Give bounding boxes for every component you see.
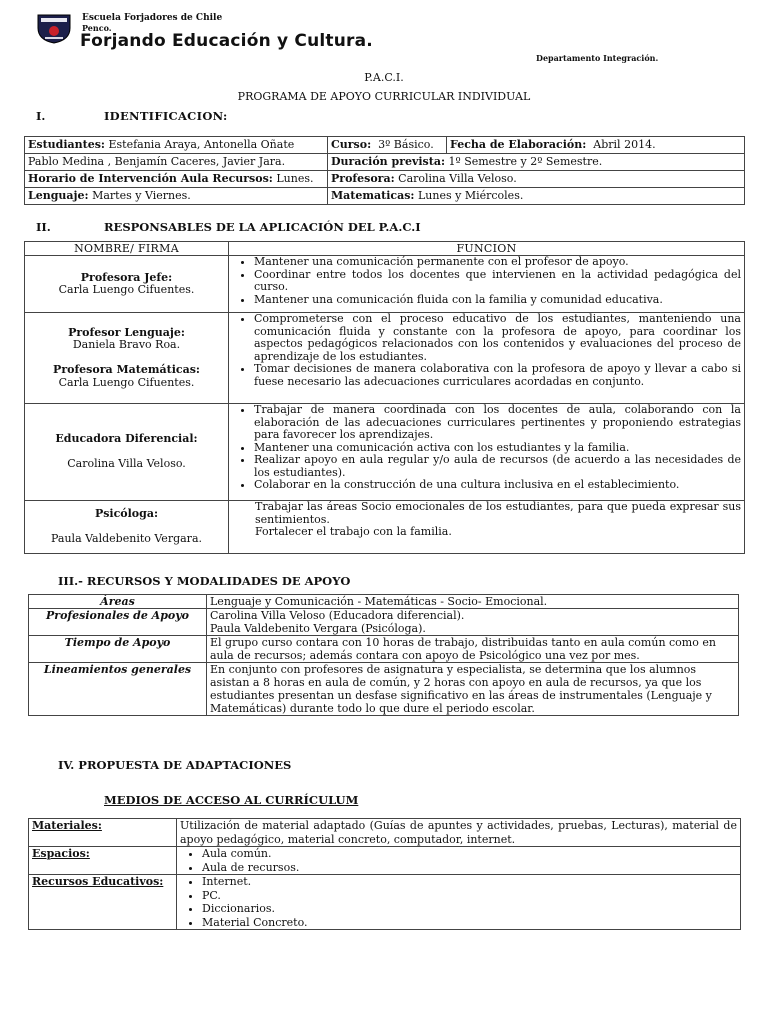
list-item: • Aula común. <box>202 847 737 861</box>
section-2-title: RESPONSABLES DE LA APLICACIÓN DEL P.A.C.I <box>104 220 421 234</box>
list-item: • Aula de recursos. <box>202 861 737 875</box>
school-name: Escuela Forjadores de Chile <box>82 13 223 23</box>
educational-resources-value <box>177 875 741 930</box>
areas-value: Lenguaje y Comunicación - Matemáticas - Socio- Emocional. <box>207 595 739 609</box>
language-cell: Lenguaje: Martes y Viernes. <box>25 188 328 205</box>
responsible-function-cell <box>229 501 745 554</box>
department-label: Departamento Integración. <box>536 53 659 63</box>
date-cell: Fecha de Elaboración: Abril 2014. <box>447 137 745 154</box>
school-logo <box>36 14 72 44</box>
students-cell: Estudiantes: Estefania Araya, Antonella Oñate <box>25 137 328 154</box>
list-item: • Tomar decisiones de manera colaborativa con la profesora de apoyo y llevar a cabo si fuese necesario las adecuaciones curriculares acordadas en conjunto. <box>254 363 741 388</box>
responsible-name-cell: Profesor Lenguaje: Daniela Bravo Roa. Profesora Matemáticas: Carla Luengo Cifuentes. <box>25 313 229 404</box>
list-item: • Colaborar en la construcción de una cultura inclusiva en el establecimiento. <box>254 479 741 492</box>
table-row <box>25 188 745 205</box>
table-row <box>29 663 739 716</box>
course-cell: Curso: 3º Básico. <box>328 137 447 154</box>
col-header-name: NOMBRE/ FIRMA <box>25 242 229 256</box>
areas-label: Áreas <box>29 595 207 609</box>
materials-value: Utilización de material adaptado (Guías de apuntes y actividades, pruebas, Lecturas), material de apoyo pedagógico, material concreto, computador, internet. <box>177 819 741 847</box>
table-row <box>29 595 739 609</box>
list-item: • Mantener una comunicación fluida con la familia y comunidad educativa. <box>254 294 741 307</box>
responsible-name-cell: Psicóloga: Paula Valdebenito Vergara. <box>25 501 229 554</box>
spaces-value <box>177 847 741 875</box>
resources-table <box>28 594 739 716</box>
list-item: • Realizar apoyo en aula regular y/o aula de recursos (de acuerdo a las necesidades de los estudiantes). <box>254 454 741 479</box>
table-row <box>25 137 745 154</box>
table-row <box>25 256 745 313</box>
section-2-number: II. <box>36 220 51 234</box>
responsible-function-cell <box>229 404 745 501</box>
responsible-function-cell <box>229 256 745 313</box>
col-header-function: FUNCION <box>229 242 745 256</box>
educational-resources-label: Recursos Educativos: <box>29 875 177 930</box>
schedule-cell: Horario de Intervención Aula Recursos: Lunes. <box>25 171 328 188</box>
section-1-number: I. <box>36 109 46 123</box>
responsibles-table <box>24 241 745 554</box>
list-item: • Trabajar de manera coordinada con los docentes de aula, colaborando con la elaboración de las adecuaciones curriculares pertinentes y proponiendo estrategias para favorecer los aprendizajes. <box>254 404 741 442</box>
table-row <box>29 875 741 930</box>
table-row <box>29 847 741 875</box>
psychologist-function-2: Fortalecer el trabajo con la familia. <box>255 525 452 538</box>
psychologist-function-1: Trabajar las áreas Socio emocionales de los estudiantes, para que pueda expresar sus sentimientos. <box>255 500 741 526</box>
list-item: • Coordinar entre todos los docentes que intervienen en la actividad pedagógica del curso. <box>254 269 741 294</box>
responsible-name-cell: Profesora Jefe: Carla Luengo Cifuentes. <box>25 256 229 313</box>
list-item: • Diccionarios. <box>202 902 737 916</box>
list-item: • Mantener una comunicación activa con los estudiantes y la familia. <box>254 442 741 455</box>
list-item: • Mantener una comunicación permanente con el profesor de apoyo. <box>254 256 741 269</box>
table-row <box>25 171 745 188</box>
document-title: P.A.C.I. <box>364 71 404 84</box>
table-row <box>25 404 745 501</box>
guidelines-label: Lineamientos generales <box>29 663 207 716</box>
teacher-cell: Profesora: Carolina Villa Veloso. <box>328 171 745 188</box>
identification-table <box>24 136 745 205</box>
list-item: • PC. <box>202 889 737 903</box>
section-3-title: III.- RECURSOS Y MODALIDADES DE APOYO <box>58 574 351 588</box>
table-row <box>25 154 745 171</box>
materials-label: Materiales: <box>29 819 177 847</box>
section-4-title: IV. PROPUESTA DE ADAPTACIONES <box>58 758 292 772</box>
time-value: El grupo curso contara con 10 horas de trabajo, distribuidas tanto en aula común como en aula de recursos; además contara con apoyo de Psicológico una vez por mes. <box>207 636 739 663</box>
section-1-title: IDENTIFICACION: <box>104 109 228 123</box>
section-4-subtitle: MEDIOS DE ACCESO AL CURRÍCULUM <box>104 793 359 807</box>
access-table <box>28 818 741 930</box>
table-row <box>29 609 739 636</box>
professionals-label: Profesionales de Apoyo <box>29 609 207 636</box>
guidelines-value: En conjunto con profesores de asignatura y especialista, se determina que los alumnos asistan a 8 horas en aula de común, y 2 horas con apoyo en aula de recursos, ya que los estudiantes presentan un desfase significativo en las áreas de instrumentales (Lenguaje y Matemáticas) durante todo lo que dure el periodo escolar. <box>207 663 739 716</box>
list-item: • Comprometerse con el proceso educativo de los estudiantes, manteniendo una comunicación fluida y constante con la profesora de apoyo, para coordinar los aspectos pedagógicos relacionados con los contenidos y evaluaciones del proceso de aprendizaje de los estudiantes. <box>254 313 741 363</box>
table-row <box>25 501 745 554</box>
school-motto: Forjando Educación y Cultura. <box>80 31 373 51</box>
math-cell: Matematicas: Lunes y Miércoles. <box>328 188 745 205</box>
list-item: • Material Concreto. <box>202 916 737 930</box>
table-header-row <box>25 242 745 256</box>
students-cell-2: Pablo Medina , Benjamín Caceres, Javier Jara. <box>25 154 328 171</box>
list-item: • Internet. <box>202 875 737 889</box>
duration-cell: Duración prevista: 1º Semestre y 2º Semestre. <box>328 154 745 171</box>
responsible-function-cell <box>229 313 745 404</box>
school-town: Penco. <box>82 23 112 33</box>
document-subtitle: PROGRAMA DE APOYO CURRICULAR INDIVIDUAL <box>237 90 531 103</box>
spaces-label: Espacios: <box>29 847 177 875</box>
table-row <box>25 313 745 404</box>
time-label: Tiempo de Apoyo <box>29 636 207 663</box>
table-row <box>29 636 739 663</box>
responsible-name-cell: Educadora Diferencial: Carolina Villa Veloso. <box>25 404 229 501</box>
professionals-value: Carolina Villa Veloso (Educadora diferencial). Paula Valdebenito Vergara (Psicóloga). <box>207 609 739 636</box>
table-row <box>29 819 741 847</box>
